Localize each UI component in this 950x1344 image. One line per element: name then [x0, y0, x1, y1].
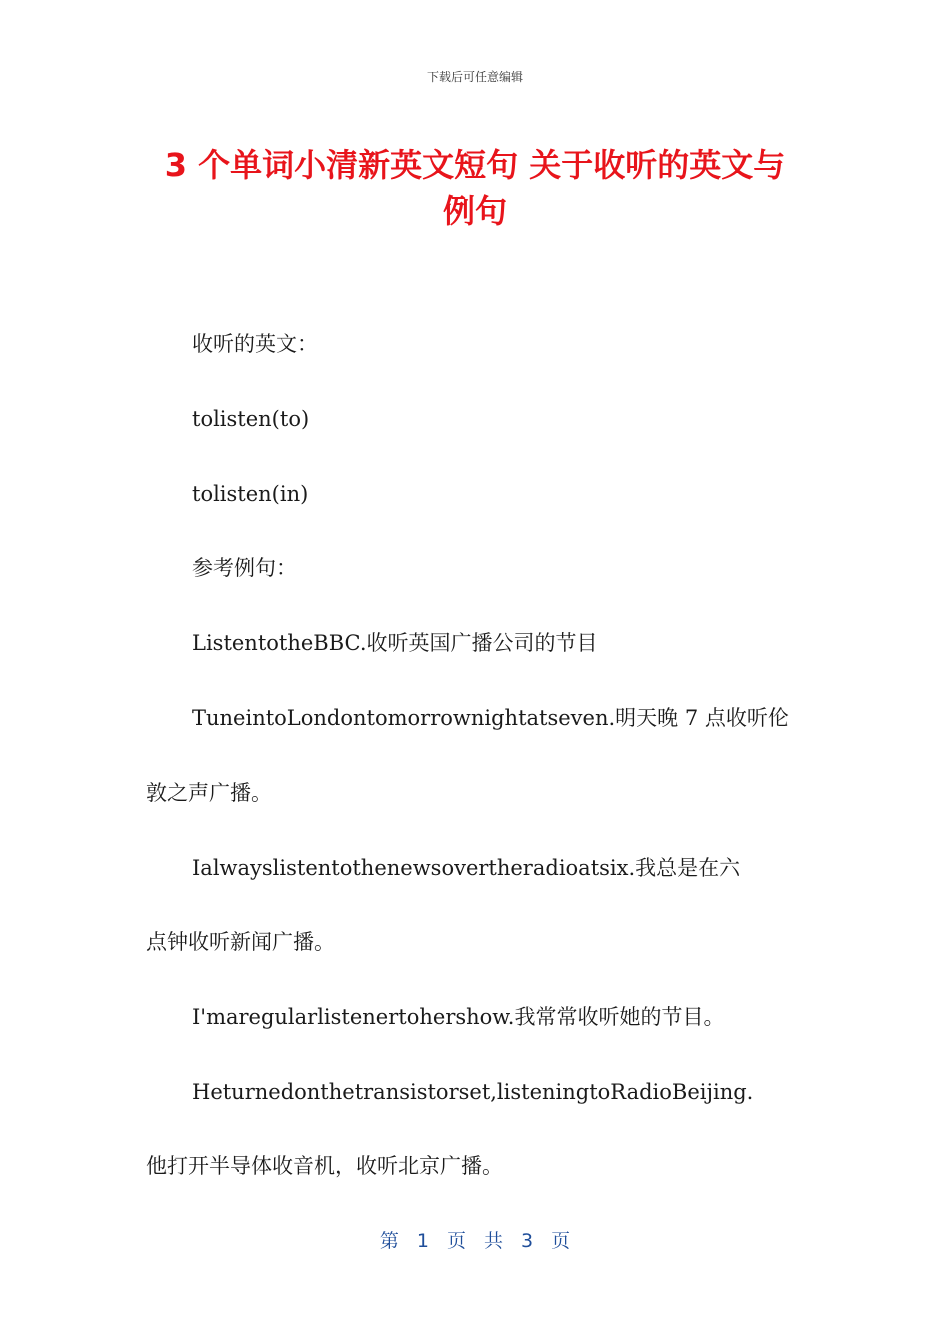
phrase-listen-to: tolisten(to) — [192, 407, 310, 431]
title-line-2: 例句 — [442, 192, 507, 230]
example-3-line-1: Ialwayslistentothenewsovertheradioatsix.我总是在六 — [192, 856, 741, 880]
header-note: 下载后可任意编辑 — [426, 70, 523, 84]
title-line-1: 3 个单词小清新英文短句 关于收听的英文与 — [164, 146, 786, 184]
example-4: I'maregularlistenertohershow.我常常收听她的节目。 — [192, 1005, 725, 1029]
example-5-line-1: Heturnedonthetransistorset,listeningtoRadioBeijing. — [192, 1080, 754, 1104]
example-2-line-1: TuneintoLondontomorrownightatseven.明天晚 7 点收听伦 — [192, 706, 789, 730]
example-2-line-2: 敦之声广播。 — [146, 781, 272, 805]
example-1: ListentotheBBC.收听英国广播公司的节目 — [192, 631, 598, 655]
phrase-listen-in: tolisten(in) — [192, 482, 309, 506]
example-5-line-2: 他打开半导体收音机，收听北京广播。 — [146, 1154, 503, 1178]
section-label-examples: 参考例句： — [192, 556, 297, 580]
section-label-english: 收听的英文： — [192, 332, 318, 356]
document-title — [120, 142, 830, 234]
example-3-line-2: 点钟收听新闻广播。 — [146, 930, 335, 954]
page-footer: 第 1 页 共 3 页 — [379, 1230, 571, 1252]
